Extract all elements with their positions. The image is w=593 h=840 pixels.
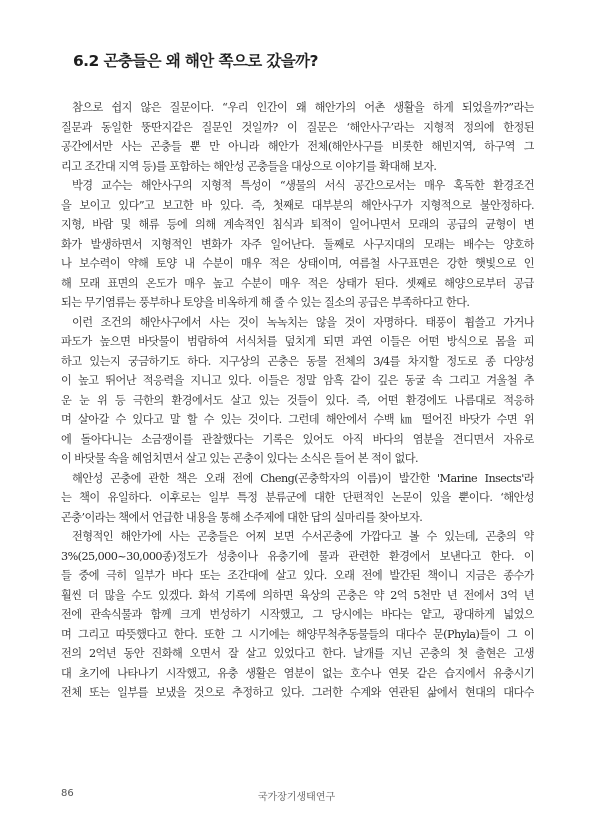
text-line: 이 바닷물 속을 헤엄치면서 살고 있는 곤충이 있다는 소식은 들어 본 적이 없다. [61,452,419,465]
text-line: 해 모래 표면의 온도가 매우 높고 수분이 매우 적은 상태가 된다. 셋째로 해양으로부터 공급 [61,276,534,290]
text-line: 이런 조건의 해안사구에서 사는 것이 녹녹치는 않을 것이 자명하다. 태풍이 휩쓸고 가거나 [72,315,534,329]
text-line: 참으로 쉽지 않은 질문이다. “우리 인간이 왜 해안가의 어촌 생활을 하게 되었을까?”라는 [72,101,534,114]
text-line: 대 초기에 나타나기 시작했고, 유충 생활은 염분이 없는 호수나 연못 같은 습지에서 유충시기 [61,666,534,680]
text-line: 전에 관속식물과 함께 크게 번성하기 시작했고, 그 당시에는 바다는 얕고, 광대하게 넓었으 [61,608,534,621]
paragraph [61,313,534,469]
text-line: 운 눈 위 등 극한의 환경에서도 살고 있는 것들이 있다. 즉, 어떤 환경에도 나름대로 적응하 [61,393,534,407]
text-line: 질문과 동일한 뚱딴지같은 질문인 것일까? 이 질문은 ‘해안사구’라는 지형적 정의에 한정된 [61,120,534,134]
text-line: 지형, 바람 및 해류 등에 의해 계속적인 침식과 퇴적이 일어나면서 모래의 공급의 균형이 변 [61,218,534,231]
text-line: 곤충’이라는 책에서 언급한 내용을 통해 소주제에 대한 답의 실마리를 찾아보자. [61,510,423,524]
text-line: 이 높고 뛰어난 적응력을 지니고 있다. 이들은 정말 암흑 같이 깊은 동굴 속 그리고 겨울철 추 [61,374,534,387]
text-line: 을 보이고 있다”고 보고한 바 있다. 즉, 첫째로 대부분의 해안사구가 지형적으로 불안정하다. [61,198,534,212]
text-line: 훨씬 더 많을 수도 있겠다. 화석 기록에 의하면 육상의 곤충은 약 2억 5천만 년 전에서 3억 년 [61,588,534,602]
paragraph [61,469,534,528]
publication-title: 국가장기생태연구 [257,792,336,803]
body-text [61,98,534,703]
text-line: 하고 있는지 궁금하기도 하다. 지구상의 곤충은 동물 전체의 3/4를 차지할 정도로 종 다양성 [61,354,534,368]
text-line: 3%(25,000~30,000종)정도가 성충이나 유충기에 물과 관련한 환경에서 보낸다고 한다. 이 [61,549,534,563]
text-line: 전체 또는 일부를 보냈을 것으로 추정하고 있다. 그러한 수계와 연관된 삶에서 현대의 대다수 [61,686,534,699]
text-line: 나 보수력이 약해 토양 내 수분이 매우 적은 상태이며, 여름철 사구표면은 강한 햇빛으로 인 [61,257,534,270]
text-line: 들 중에 극히 일부가 바다 또는 조간대에 살고 있다. 오래 전에 발간된 책이니 지금은 종수가 [61,569,534,582]
text-line: 되는 무기염류는 풍부하나 토양을 비옥하게 해 줄 수 있는 질소의 공급은 부족하다고 한다. [61,296,470,309]
text-line: 해안성 곤충에 관한 책은 오래 전에 Cheng(곤충학자의 이름)이 발간한 'Marine Insects'라 [72,471,534,485]
section-heading: 6.2 곤충들은 왜 해안 쪽으로 갔을까? [73,52,318,70]
text-line: 며 그리고 따뜻했다고 한다. 또한 그 시기에는 해양무척추동물들의 대다수 문(Phyla)들이 그 이 [61,627,534,641]
text-line: 며 살아갈 수 있다고 말 할 수 있는 것이다. 그런데 해안에서 수백 ㎞ 떨어진 바닷가 수면 위 [61,413,534,426]
text-line: 전의 2억년 동안 진화해 오면서 잘 살고 있었다고 한다. 날개를 지닌 곤충의 첫 출현은 고생 [61,647,534,660]
text-line: 파도가 높으면 바닷물이 범람하여 서식처를 덮치게 되면 과연 이들은 어떤 방식으로 몸을 피 [61,335,534,348]
text-line: 박경 교수는 해안사구의 지형적 특성이 “생물의 서식 공간으로서는 매우 혹독한 환경조건 [72,179,534,192]
paragraph [61,527,534,703]
text-line: 전형적인 해안가에 사는 곤충들은 어찌 보면 수서곤충에 가깝다고 볼 수 있는데, 곤충의 약 [72,530,534,543]
text-line: 에 돌아다니는 소금쟁이를 관찰했다는 기록은 있어도 아직 바다의 염분을 견디면서 자유로 [61,432,534,446]
text-line: 는 책이 유일하다. 이후로는 일부 특정 분류군에 대한 단편적인 논문이 있을 뿐이다. ‘해안성 [61,491,534,504]
text-line: 리고 조간대 지역 등)를 포함하는 해안성 곤충들을 대상으로 이야기를 확대해 보자. [61,159,437,173]
paragraph [61,98,534,176]
page-number: 86 [61,788,74,799]
paragraph [61,176,534,313]
text-line: 공간에서만 사는 곤충들 뿐 만 아니라 해안가 전체(해안사구를 비롯한 해빈지역, 하구역 그 [61,140,534,153]
text-line: 화가 발생하면서 지형적인 변화가 자주 일어난다. 둘째로 사구지대의 모래는 배수는 양호하 [61,237,534,251]
